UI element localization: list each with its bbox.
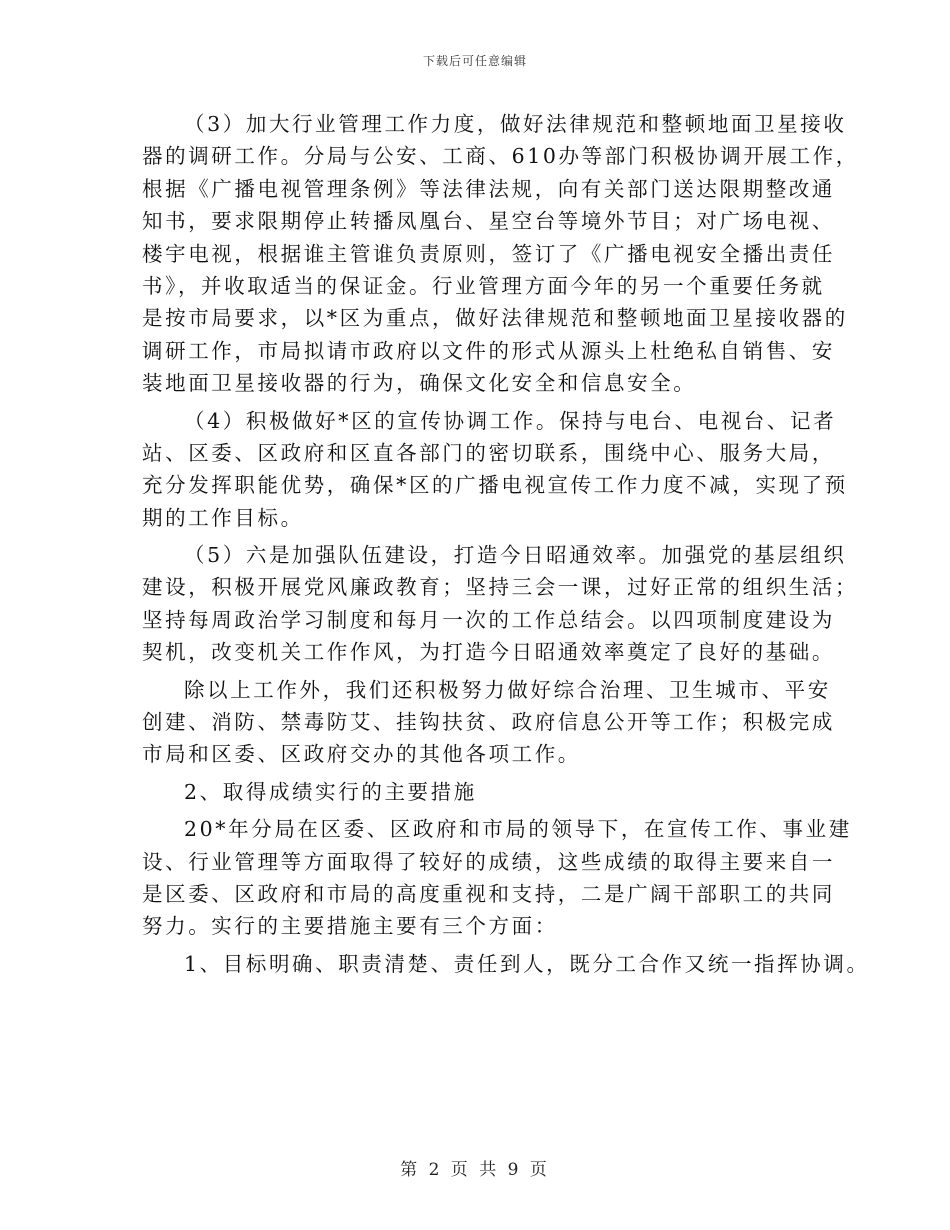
text-line: 设、行业管理等方面取得了较好的成绩，这些成绩的取得主要来自一 — [142, 849, 835, 874]
text-line: 2、取得成绩实行的主要措施 — [184, 779, 477, 804]
text-line: （4）积极做好*区的宣传协调工作。保持与电台、电视台、记者 — [184, 408, 837, 433]
text-line: 努力。实行的主要措施主要有三个方面： — [142, 914, 558, 939]
text-line: 坚持每周政治学习制度和每月一次的工作总结会。以四项制度建设为 — [142, 607, 835, 632]
text-line: 建设，积极开展党风廉政教育；坚持三会一课，过好正常的组织生活； — [142, 575, 859, 600]
text-line: 20*年分局在区委、区政府和市局的领导下，在宣传工作、事业建 — [184, 817, 852, 842]
text-line: 1、目标明确、职责清楚、责任到人，既分工合作又统一指挥协调。 — [184, 951, 870, 976]
text-line: 根据《广播电视管理条例》等法律法规，向有关部门送达限期整改通 — [142, 176, 835, 201]
page-number-footer: 第 2 页 共 9 页 — [400, 1160, 550, 1180]
text-line: 楼宇电视，根据谁主管谁负责原则，签订了《广播电视安全播出责任 — [142, 241, 835, 266]
text-line: 除以上工作外，我们还积极努力做好综合治理、卫生城市、平安 — [184, 677, 831, 702]
header-note: 下载后可任意编辑 — [422, 54, 527, 68]
text-line: （5）六是加强队伍建设，打造今日昭通效率。加强党的基层组织 — [184, 543, 847, 568]
text-line: 是按市局要求，以*区为重点，做好法律规范和整顿地面卫星接收器的 — [142, 306, 848, 331]
text-line: 是区委、区政府和市局的高度重视和支持，二是广阔干部职工的共同 — [142, 881, 835, 906]
text-line: 市局和区委、区政府交办的其他各项工作。 — [142, 742, 581, 767]
text-line: 创建、消防、禁毒防艾、挂钩扶贫、政府信息公开等工作；积极完成 — [142, 710, 835, 735]
text-line: 调研工作，市局拟请市政府以文件的形式从源头上杜绝私自销售、安 — [142, 338, 835, 363]
text-line: 期的工作目标。 — [142, 505, 304, 530]
text-line: 知书，要求限期停止转播凤凰台、星空台等境外节目；对广场电视、 — [142, 209, 835, 234]
text-line: （3）加大行业管理工作力度，做好法律规范和整顿地面卫星接收 — [184, 112, 847, 136]
text-line: 装地面卫星接收器的行为，确保文化安全和信息安全。 — [142, 371, 697, 396]
text-line: 书》，并收取适当的保证金。行业管理方面今年的另一个重要任务就 — [142, 273, 825, 298]
text-line: 站、区委、区政府和区直各部门的密切联系，围绕中心、服务大局， — [142, 440, 835, 465]
text-line: 充分发挥职能优势，确保*区的广播电视宣传工作力度不减，实现了预 — [142, 473, 848, 498]
text-line: 契机，改变机关工作作风，为打造今日昭通效率奠定了良好的基础。 — [142, 640, 835, 665]
document-body — [142, 108, 870, 980]
text-line: 器的调研工作。分局与公安、工商、610办等部门积极协调开展工作， — [142, 144, 859, 169]
